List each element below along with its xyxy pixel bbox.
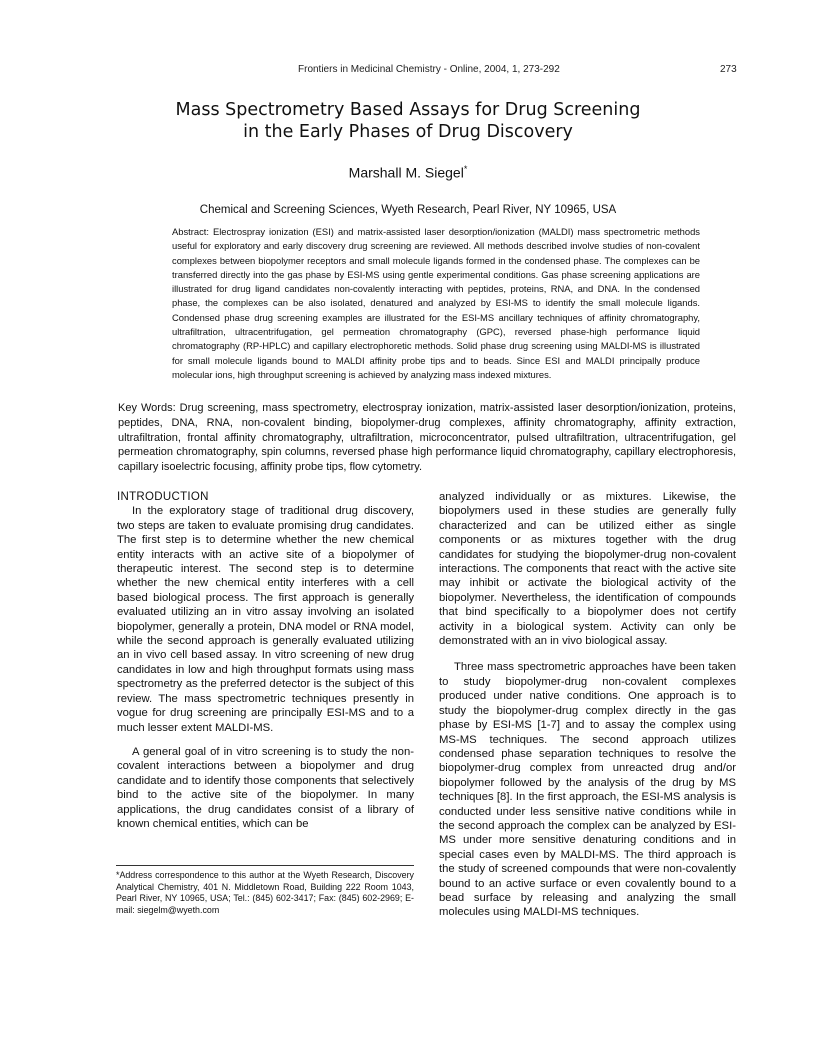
paragraph: A general goal of in vitro screening is to study the non-covalent interactions between a biopolymer and drug candidate and to identify those components that selectively bind to the active site of the biopolymer. In many applications, the drug candidates consist of a library of known chemical entities, which can be — [117, 745, 414, 830]
paragraph: Three mass spectrometric approaches have been taken to study biopolymer-drug non-covalent complexes produced under native conditions. One approach is to study the biopolymer-drug complex directly in the gas phase by ESI-MS [1-7] and to assay the complex using MS-MS techniques. The second approach utilizes condensed phase separation techniques to resolve the biopolymer-drug complex from unreacted drug and/or biopolymer followed by the analysis of the drug by MS techniques [8]. In the first approach, the ESI-MS analysis is conducted under less sensitive native conditions while in the second approach the complex can be analyzed by ESI-MS under more sensitive denaturing conditions and in special cases even by MALDI-MS. The third approach is the study of screened compounds that were non-covalently bound to an active surface or even covalently bound to a bead surface by releasing and analyzing the small molecules using MALDI-MS techniques. — [439, 661, 736, 919]
keywords — [118, 401, 736, 475]
paragraph: In the exploratory stage of traditional drug discovery, two steps are taken to evaluate promising drug candidates. The first step is to determine whether the new chemical entity interacts with an active site of a biopolymer of therapeutic interest. The second step is to determine whether the new chemical entity interferes with a cell based biological process. The first approach is generally evaluated utilizing an in vitro assay involving an isolated biopolymer, generally a protein, DNA model or RNA model, while the second approach is generally evaluated utilizing an in vivo cell based assay. In vitro screening of new drug candidates in low and high throughput formats using mass spectrometry as the preferred detector is the subject of this review. The mass spectrometric techniques presently in vogue for drug screening are principally ESI-MS and to a much lesser extent MALDI-MS. — [117, 505, 414, 734]
title-line-1: Mass Spectrometry Based Assays for Drug Screening — [175, 100, 641, 120]
author-footnote-mark: * — [463, 164, 468, 174]
title-line-2: in the Early Phases of Drug Discovery — [243, 122, 573, 142]
running-header — [0, 64, 816, 80]
paper-title — [100, 99, 716, 143]
author — [0, 164, 816, 181]
footnote-divider — [116, 865, 414, 866]
abstract — [172, 225, 700, 382]
journal-citation: Frontiers in Medicinal Chemistry - Online, 2004, 1, 273-292 — [298, 64, 560, 75]
affiliation: Chemical and Screening Sciences, Wyeth Research, Pearl River, NY 10965, USA — [199, 204, 617, 216]
paragraph: analyzed individually or as mixtures. Likewise, the biopolymers used in these studies are generally fully characterized and can be utilized either as single components or as mixtures together with the drug candidates for studying the biopolymer-drug non-covalent interactions. The components that react with the active site may inhibit or activate the biological activity of the biopolymer. Nevertheless, the identification of compounds that bind specifically to a biopolymer does not certify activity in a biological system. Activity can only be demonstrated with an in vivo biological assay. — [439, 491, 736, 648]
keywords-label: Key Words: — [118, 402, 176, 414]
correspondence-footnote: *Address correspondence to this author at the Wyeth Research, Discovery Analytical Chemistry, 401 N. Middletown Road, Building 222 Room 1043, Pearl River, NY 10965, USA; Tel.: (845) 602-3417; Fax: (845) 602-2969; E-mail: siegelm@wyeth.com — [116, 870, 414, 915]
left-column — [117, 490, 414, 831]
page-number: 273 — [720, 64, 737, 75]
abstract-label: Abstract: — [172, 226, 209, 237]
author-name: Marshall M. Siegel — [348, 164, 464, 181]
keywords-text: Drug screening, mass spectrometry, electrospray ionization, matrix-assisted laser desorption/ionization, proteins, peptides, DNA, RNA, non-covalent binding, biopolymer-drug complexes, affinity chromatography, affinity extraction, ultrafiltration, frontal affinity chromatography, ultrafiltration, microconcentrator, pulsed ultrafiltration, ultracentrifugation, gel permeation chromatography, spin columns, reversed phase high performance liquid chromatography, capillary electrophoresis, capillary isoelectric focusing, affinity probe tips, flow cytometry. — [118, 402, 736, 474]
section-heading-introduction: INTRODUCTION — [117, 491, 209, 503]
right-column — [439, 490, 736, 920]
abstract-text: Electrospray ionization (ESI) and matrix-assisted laser desorption/ionization (MALDI) mass spectrometric methods useful for exploratory and early discovery drug screening are reviewed. All methods described involve studies of non-covalent complexes between biopolymer receptors and small molecule ligands formed in the condensed phase. The complexes can be transferred directly into the gas phase by ESI-MS using gentle experimental conditions. Gas phase screening applications are illustrated for drug ligand candidates non-covalently interacting with peptides, proteins, RNA, and DNA. In the condensed phase, the complexes can be also isolated, denatured and analyzed by ESI-MS to identify the small molecule ligands. Condensed phase drug screening examples are illustrated for the ESI-MS ancillary techniques of affinity chromatography, ultrafiltration, ultracentrifugation, gel permeation chromatography (GPC), reversed phase-high performance liquid chromatography (RP-HPLC) and capillary electrophoretic methods. Solid phase drug screening using MALDI-MS is illustrated for small molecule ligands bound to MALDI affinity probe tips and to beads. Since ESI and MALDI principally produce molecular ions, high throughput screening is achieved by analyzing mass indexed mixtures. — [172, 226, 700, 380]
